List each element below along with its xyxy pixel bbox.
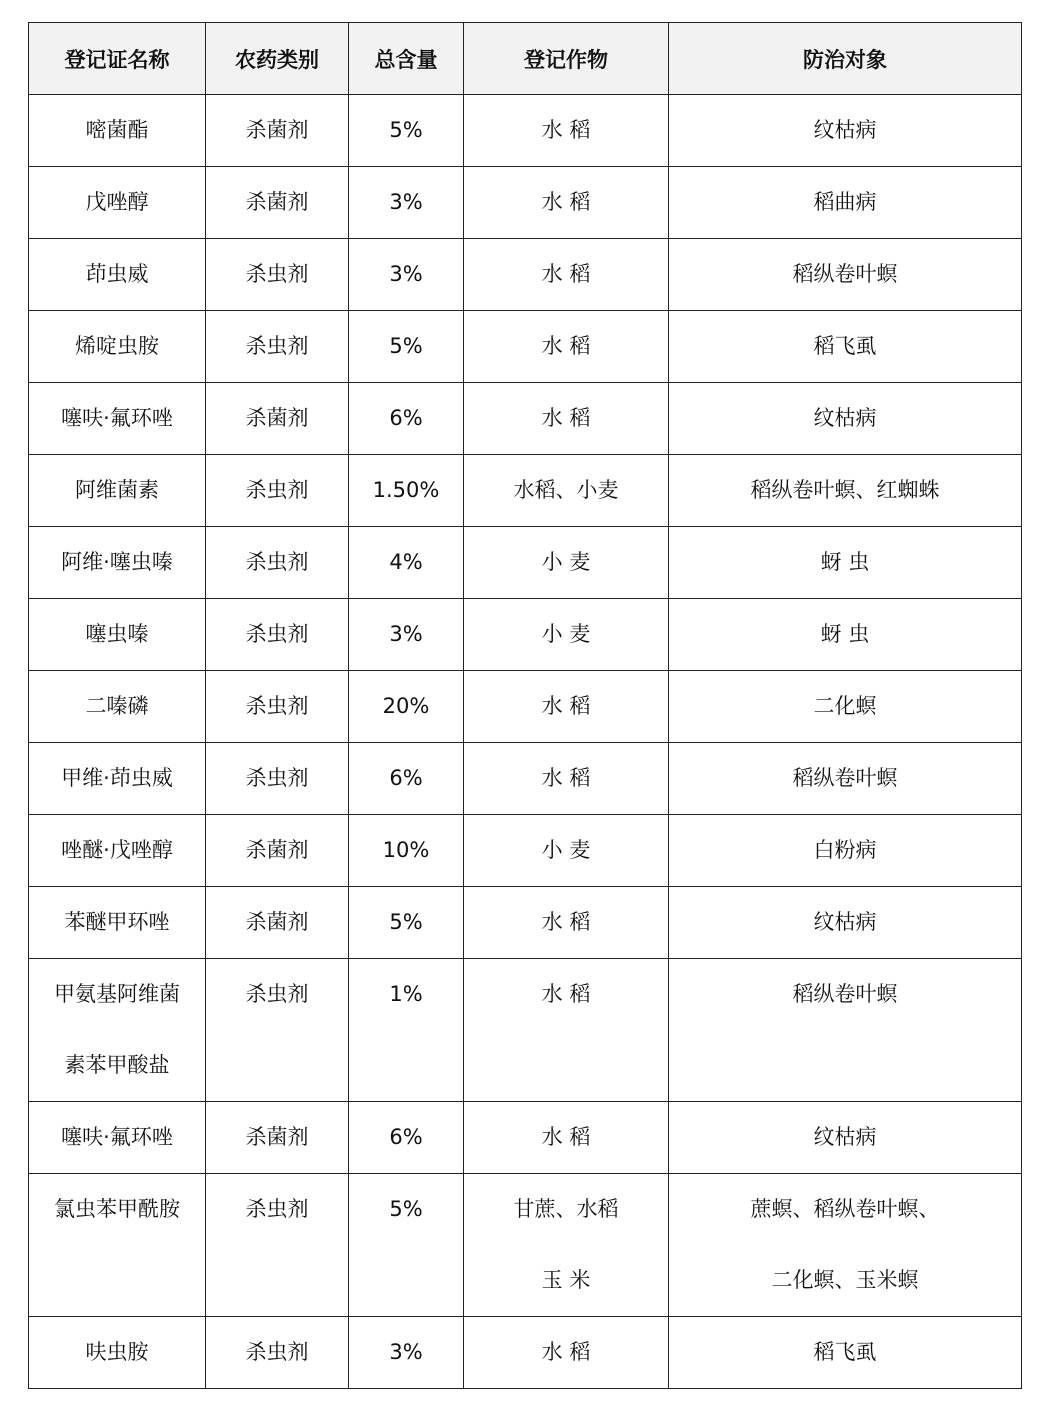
cell-pesticide-category-text: 杀虫剂 bbox=[245, 766, 309, 790]
cell-pesticide-category bbox=[206, 815, 349, 887]
cell-control-target bbox=[669, 671, 1022, 743]
cell-pesticide-category-text: 杀虫剂 bbox=[245, 1197, 309, 1221]
cell-registered-crop-text: 水 稻 bbox=[541, 766, 591, 790]
table-row bbox=[29, 311, 1022, 383]
cell-control-target bbox=[669, 599, 1022, 671]
cell-total-content bbox=[349, 599, 464, 671]
cell-total-content-text: 5% bbox=[389, 1197, 423, 1221]
cell-registered-crop bbox=[464, 671, 669, 743]
cell-registration-name-text: 噻虫嗪 bbox=[85, 622, 149, 646]
table-body bbox=[29, 95, 1022, 1389]
cell-control-target bbox=[669, 167, 1022, 239]
cell-pesticide-category bbox=[206, 167, 349, 239]
cell-registered-crop bbox=[464, 455, 669, 527]
cell-registered-crop-text: 水 稻 bbox=[541, 118, 591, 142]
cell-registration-name bbox=[29, 167, 206, 239]
cell-total-content-text: 4% bbox=[389, 550, 423, 574]
cell-registered-crop bbox=[464, 527, 669, 599]
cell-registered-crop-text: 甘蔗、水稻 bbox=[513, 1197, 619, 1221]
cell-registration-name-text: 烯啶虫胺 bbox=[75, 334, 159, 358]
header-control-target: 防治对象 bbox=[669, 23, 1022, 95]
cell-registration-name-text: 苯醚甲环唑 bbox=[64, 910, 170, 934]
cell-registration-name bbox=[29, 671, 206, 743]
cell-pesticide-category bbox=[206, 743, 349, 815]
cell-control-target-text: 二化螟 bbox=[813, 694, 877, 718]
cell-registration-name-text: 甲维·茚虫威 bbox=[61, 766, 173, 790]
cell-total-content bbox=[349, 1102, 464, 1174]
cell-control-target bbox=[669, 959, 1022, 1102]
cell-total-content-text: 1% bbox=[389, 982, 423, 1006]
table-row bbox=[29, 383, 1022, 455]
cell-total-content bbox=[349, 239, 464, 311]
cell-registered-crop bbox=[464, 887, 669, 959]
cell-total-content-text: 1.50% bbox=[372, 478, 440, 502]
cell-registered-crop bbox=[464, 743, 669, 815]
cell-registered-crop bbox=[464, 959, 669, 1102]
cell-pesticide-category bbox=[206, 887, 349, 959]
cell-registered-crop bbox=[464, 1174, 669, 1317]
cell-registered-crop-text: 玉 米 bbox=[541, 1268, 591, 1292]
cell-total-content bbox=[349, 455, 464, 527]
cell-total-content-text: 20% bbox=[382, 694, 430, 718]
cell-registration-name bbox=[29, 527, 206, 599]
table-row bbox=[29, 167, 1022, 239]
cell-registration-name bbox=[29, 1102, 206, 1174]
cell-control-target bbox=[669, 239, 1022, 311]
cell-registered-crop-text: 水 稻 bbox=[541, 262, 591, 286]
cell-total-content bbox=[349, 167, 464, 239]
cell-control-target bbox=[669, 311, 1022, 383]
cell-control-target bbox=[669, 1174, 1022, 1317]
cell-registered-crop-text: 小 麦 bbox=[541, 550, 591, 574]
cell-control-target-text: 纹枯病 bbox=[813, 1125, 877, 1149]
cell-total-content-text: 6% bbox=[389, 406, 423, 430]
cell-control-target-text: 纹枯病 bbox=[813, 406, 877, 430]
cell-total-content-text: 6% bbox=[389, 1125, 423, 1149]
table-row bbox=[29, 599, 1022, 671]
cell-registered-crop bbox=[464, 383, 669, 455]
cell-control-target-text: 稻飞虱 bbox=[813, 334, 877, 358]
cell-registered-crop bbox=[464, 599, 669, 671]
cell-pesticide-category bbox=[206, 959, 349, 1102]
cell-total-content-text: 6% bbox=[389, 766, 423, 790]
cell-registered-crop-text: 水 稻 bbox=[541, 1340, 591, 1364]
cell-pesticide-category-text: 杀虫剂 bbox=[245, 478, 309, 502]
cell-pesticide-category bbox=[206, 311, 349, 383]
cell-total-content bbox=[349, 959, 464, 1102]
cell-pesticide-category bbox=[206, 1317, 349, 1389]
cell-registration-name-text: 唑醚·戊唑醇 bbox=[61, 838, 173, 862]
cell-pesticide-category-text: 杀菌剂 bbox=[245, 118, 309, 142]
cell-control-target-text: 蚜 虫 bbox=[820, 622, 870, 646]
cell-registration-name-text: 阿维菌素 bbox=[75, 478, 159, 502]
header-registered-crop: 登记作物 bbox=[464, 23, 669, 95]
cell-registered-crop bbox=[464, 239, 669, 311]
cell-registered-crop-text: 水 稻 bbox=[541, 190, 591, 214]
table-row bbox=[29, 887, 1022, 959]
cell-pesticide-category-text: 杀虫剂 bbox=[245, 550, 309, 574]
cell-registration-name bbox=[29, 1317, 206, 1389]
cell-registered-crop-text: 水 稻 bbox=[541, 694, 591, 718]
header-row bbox=[29, 23, 1022, 95]
cell-pesticide-category-text: 杀虫剂 bbox=[245, 982, 309, 1006]
table-row bbox=[29, 1317, 1022, 1389]
cell-control-target-text: 稻纵卷叶螟 bbox=[792, 262, 898, 286]
cell-registration-name-text: 嘧菌酯 bbox=[85, 118, 149, 142]
cell-registration-name bbox=[29, 383, 206, 455]
cell-total-content bbox=[349, 527, 464, 599]
header-total-content: 总含量 bbox=[349, 23, 464, 95]
cell-pesticide-category-text: 杀菌剂 bbox=[245, 910, 309, 934]
cell-registered-crop bbox=[464, 1317, 669, 1389]
cell-control-target bbox=[669, 743, 1022, 815]
cell-control-target bbox=[669, 527, 1022, 599]
cell-registration-name-text: 戊唑醇 bbox=[85, 190, 149, 214]
cell-registration-name-text: 甲氨基阿维菌 bbox=[54, 982, 180, 1006]
table-row bbox=[29, 671, 1022, 743]
cell-registered-crop-text: 小 麦 bbox=[541, 838, 591, 862]
cell-registration-name bbox=[29, 1174, 206, 1317]
cell-control-target-text: 纹枯病 bbox=[813, 910, 877, 934]
cell-total-content bbox=[349, 671, 464, 743]
cell-control-target bbox=[669, 815, 1022, 887]
cell-control-target-text: 稻曲病 bbox=[813, 190, 877, 214]
cell-total-content-text: 3% bbox=[389, 190, 423, 214]
table-row bbox=[29, 95, 1022, 167]
cell-registered-crop-text: 水 稻 bbox=[541, 334, 591, 358]
cell-total-content-text: 10% bbox=[382, 838, 430, 862]
cell-control-target-text: 稻纵卷叶螟 bbox=[792, 982, 898, 1006]
cell-total-content-text: 3% bbox=[389, 1340, 423, 1364]
cell-total-content bbox=[349, 743, 464, 815]
cell-pesticide-category bbox=[206, 1174, 349, 1317]
cell-registered-crop bbox=[464, 815, 669, 887]
cell-registered-crop-text: 水稻、小麦 bbox=[513, 478, 619, 502]
cell-total-content bbox=[349, 1174, 464, 1317]
cell-pesticide-category-text: 杀菌剂 bbox=[245, 406, 309, 430]
cell-pesticide-category-text: 杀虫剂 bbox=[245, 622, 309, 646]
cell-total-content-text: 3% bbox=[389, 262, 423, 286]
cell-pesticide-category-text: 杀虫剂 bbox=[245, 262, 309, 286]
cell-pesticide-category bbox=[206, 95, 349, 167]
cell-registered-crop bbox=[464, 95, 669, 167]
cell-pesticide-category bbox=[206, 1102, 349, 1174]
cell-total-content bbox=[349, 815, 464, 887]
cell-registration-name bbox=[29, 959, 206, 1102]
cell-registered-crop bbox=[464, 167, 669, 239]
table-row bbox=[29, 527, 1022, 599]
cell-total-content bbox=[349, 383, 464, 455]
cell-registration-name bbox=[29, 887, 206, 959]
cell-total-content-text: 5% bbox=[389, 118, 423, 142]
cell-control-target-text: 稻飞虱 bbox=[813, 1340, 877, 1364]
cell-pesticide-category bbox=[206, 671, 349, 743]
table-row bbox=[29, 455, 1022, 527]
header-pesticide-category: 农药类别 bbox=[206, 23, 349, 95]
table-row bbox=[29, 1174, 1022, 1317]
cell-registered-crop-text: 水 稻 bbox=[541, 1125, 591, 1149]
cell-registered-crop-text: 小 麦 bbox=[541, 622, 591, 646]
cell-control-target-text: 稻纵卷叶螟、红蜘蛛 bbox=[750, 478, 940, 502]
cell-total-content bbox=[349, 95, 464, 167]
cell-registration-name bbox=[29, 95, 206, 167]
cell-registration-name-text: 茚虫威 bbox=[85, 262, 149, 286]
cell-control-target bbox=[669, 1102, 1022, 1174]
cell-registered-crop bbox=[464, 1102, 669, 1174]
cell-registration-name-text: 二嗪磷 bbox=[85, 694, 149, 718]
cell-pesticide-category-text: 杀菌剂 bbox=[245, 838, 309, 862]
cell-pesticide-category bbox=[206, 239, 349, 311]
pesticide-registration-table bbox=[28, 22, 1022, 1389]
cell-registration-name bbox=[29, 239, 206, 311]
cell-registered-crop bbox=[464, 311, 669, 383]
cell-registration-name-text: 噻呋·氟环唑 bbox=[61, 1125, 173, 1149]
cell-control-target-text: 稻纵卷叶螟 bbox=[792, 766, 898, 790]
table-row bbox=[29, 815, 1022, 887]
cell-total-content bbox=[349, 311, 464, 383]
cell-registration-name-text: 氯虫苯甲酰胺 bbox=[54, 1197, 180, 1221]
header-registration-name: 登记证名称 bbox=[29, 23, 206, 95]
cell-control-target-text: 二化螟、玉米螟 bbox=[771, 1268, 919, 1292]
cell-registration-name-text: 噻呋·氟环唑 bbox=[61, 406, 173, 430]
cell-control-target-text: 蚜 虫 bbox=[820, 550, 870, 574]
cell-pesticide-category-text: 杀虫剂 bbox=[245, 334, 309, 358]
cell-pesticide-category-text: 杀虫剂 bbox=[245, 694, 309, 718]
table-row bbox=[29, 239, 1022, 311]
cell-registration-name-text: 素苯甲酸盐 bbox=[64, 1053, 170, 1077]
cell-pesticide-category-text: 杀菌剂 bbox=[245, 190, 309, 214]
cell-pesticide-category bbox=[206, 599, 349, 671]
table-row bbox=[29, 1102, 1022, 1174]
cell-registration-name bbox=[29, 455, 206, 527]
cell-registered-crop-text: 水 稻 bbox=[541, 910, 591, 934]
cell-registration-name-text: 阿维·噻虫嗪 bbox=[61, 550, 173, 574]
cell-pesticide-category-text: 杀虫剂 bbox=[245, 1340, 309, 1364]
cell-pesticide-category bbox=[206, 383, 349, 455]
cell-control-target bbox=[669, 95, 1022, 167]
cell-registered-crop-text: 水 稻 bbox=[541, 406, 591, 430]
cell-registration-name-text: 呋虫胺 bbox=[85, 1340, 149, 1364]
cell-registration-name bbox=[29, 743, 206, 815]
cell-total-content-text: 3% bbox=[389, 622, 423, 646]
cell-registration-name bbox=[29, 311, 206, 383]
cell-pesticide-category bbox=[206, 455, 349, 527]
cell-control-target bbox=[669, 455, 1022, 527]
table-row bbox=[29, 959, 1022, 1102]
table-row bbox=[29, 743, 1022, 815]
cell-control-target-text: 蔗螟、稻纵卷叶螟、 bbox=[750, 1197, 940, 1221]
cell-total-content-text: 5% bbox=[389, 334, 423, 358]
cell-pesticide-category bbox=[206, 527, 349, 599]
cell-control-target-text: 白粉病 bbox=[813, 838, 877, 862]
cell-total-content bbox=[349, 887, 464, 959]
cell-total-content bbox=[349, 1317, 464, 1389]
cell-registration-name bbox=[29, 599, 206, 671]
cell-total-content-text: 5% bbox=[389, 910, 423, 934]
cell-pesticide-category-text: 杀菌剂 bbox=[245, 1125, 309, 1149]
cell-registered-crop-text: 水 稻 bbox=[541, 982, 591, 1006]
cell-control-target bbox=[669, 887, 1022, 959]
cell-registration-name bbox=[29, 815, 206, 887]
cell-control-target bbox=[669, 1317, 1022, 1389]
cell-control-target-text: 纹枯病 bbox=[813, 118, 877, 142]
cell-control-target bbox=[669, 383, 1022, 455]
